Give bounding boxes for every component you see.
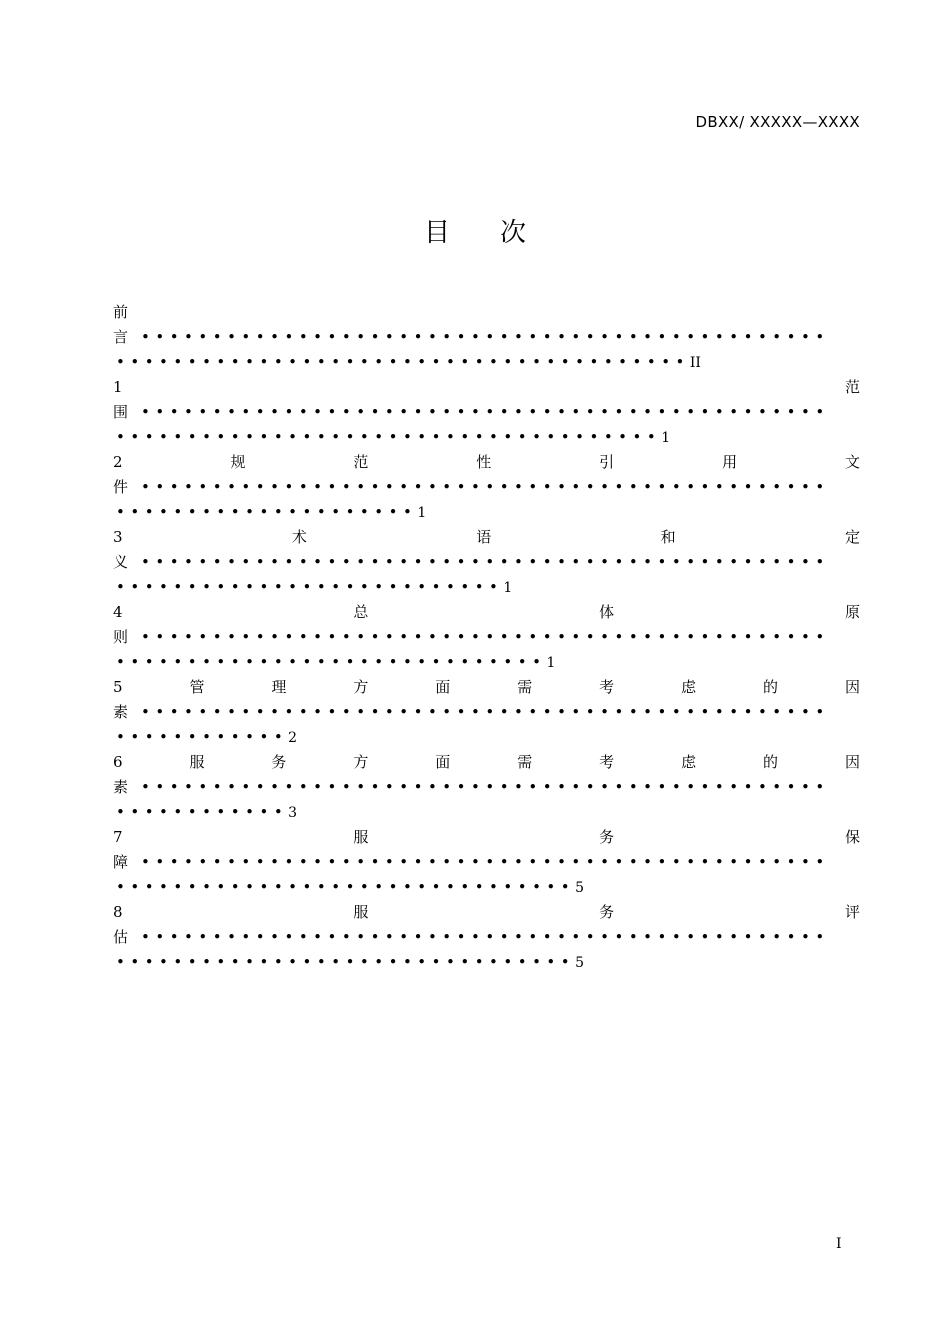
toc-entry-heading bbox=[113, 450, 860, 475]
document-code: DBXX/ XXXXX—XXXX bbox=[695, 113, 860, 131]
toc-entry-page-line bbox=[113, 800, 860, 825]
toc-page-number: 5 bbox=[575, 955, 585, 971]
toc-heading-last-char: 件 bbox=[113, 478, 129, 496]
toc-heading-char: 因 bbox=[844, 753, 860, 771]
toc-entry-page-line bbox=[113, 575, 860, 600]
toc-page-number: II bbox=[689, 355, 701, 371]
toc-page-number: 5 bbox=[575, 880, 585, 896]
toc-entry-heading bbox=[113, 750, 860, 775]
toc-heading-char: 服 bbox=[353, 903, 369, 921]
toc-heading-char: 和 bbox=[660, 528, 676, 546]
toc-entry-page-line bbox=[113, 500, 860, 525]
toc-heading-char: 方 bbox=[353, 753, 369, 771]
toc-entry-heading bbox=[113, 900, 860, 925]
toc-heading-char: 理 bbox=[271, 678, 287, 696]
toc-entry-heading bbox=[113, 375, 860, 400]
toc-entry-page-line bbox=[113, 875, 860, 900]
dot-leader: •••••••••••••••••••••••••••••••••••••••••••••••• bbox=[141, 703, 830, 721]
toc-entry-heading bbox=[113, 825, 860, 850]
toc-heading-char: 2 bbox=[113, 453, 123, 471]
dot-leader: •••••••••••••••••••••••••••••••••••••••••••••••• bbox=[141, 553, 830, 571]
toc-heading-char: 方 bbox=[353, 678, 369, 696]
toc-entry[interactable] bbox=[113, 825, 860, 900]
toc-page-number: 2 bbox=[288, 730, 298, 746]
toc-heading-char: 范 bbox=[353, 453, 369, 471]
toc-heading-last-char: 障 bbox=[113, 853, 129, 871]
toc-heading-char: 前 bbox=[113, 303, 129, 321]
toc-entry[interactable] bbox=[113, 450, 860, 525]
dot-leader: •••••••••••• bbox=[116, 728, 289, 746]
toc-page-number: 1 bbox=[417, 505, 427, 521]
dot-leader: •••••••••••••••••••••••••••••••••••••••••••••••• bbox=[141, 328, 830, 346]
toc-entry-page-line bbox=[113, 425, 860, 450]
toc-entry[interactable] bbox=[113, 600, 860, 675]
toc-heading-char: 管 bbox=[189, 678, 205, 696]
toc-heading-char: 评 bbox=[844, 903, 860, 921]
toc-heading-char: 术 bbox=[291, 528, 307, 546]
toc-heading-char: 的 bbox=[763, 753, 779, 771]
toc-heading-char: 5 bbox=[113, 678, 123, 696]
dot-leader: •••••••••••••••••••••••••••••••••••••••••••••••• bbox=[141, 403, 830, 421]
toc-heading-char: 面 bbox=[435, 753, 451, 771]
toc-heading-last-char: 义 bbox=[113, 553, 129, 571]
toc-entry-page-line bbox=[113, 350, 860, 375]
toc-heading-last-char: 素 bbox=[113, 778, 129, 796]
toc-entry-heading bbox=[113, 600, 860, 625]
toc-page-number: 1 bbox=[661, 430, 671, 446]
toc-page-number: 1 bbox=[546, 655, 556, 671]
toc-entry-leader-line bbox=[113, 700, 860, 725]
toc-heading-char: 服 bbox=[353, 828, 369, 846]
toc-entry[interactable] bbox=[113, 675, 860, 750]
toc-heading-last-char: 则 bbox=[113, 628, 129, 646]
page-number: I bbox=[836, 1236, 842, 1252]
toc-entry[interactable] bbox=[113, 375, 860, 450]
toc-entry[interactable] bbox=[113, 300, 860, 375]
toc-heading-char: 性 bbox=[476, 453, 492, 471]
toc-title: 目次 bbox=[423, 218, 576, 248]
toc-heading-char: 6 bbox=[113, 753, 123, 771]
toc-heading-char: 4 bbox=[113, 603, 123, 621]
toc-heading-char: 范 bbox=[844, 378, 860, 396]
toc-heading-char: 服 bbox=[189, 753, 205, 771]
toc-heading-char: 考 bbox=[599, 678, 615, 696]
toc-page-number: 1 bbox=[503, 580, 513, 596]
toc-entry-page-line bbox=[113, 950, 860, 975]
toc-heading-char: 语 bbox=[476, 528, 492, 546]
toc-heading-char: 保 bbox=[844, 828, 860, 846]
toc-heading-char: 需 bbox=[517, 678, 533, 696]
dot-leader: ••••••••••••••••••••• bbox=[116, 503, 418, 521]
toc-heading-last-char: 言 bbox=[113, 328, 129, 346]
toc-heading-char: 虑 bbox=[681, 678, 697, 696]
table-of-contents bbox=[113, 300, 860, 975]
dot-leader: •••••••••••••••••••••••••••••••••••••• bbox=[116, 428, 662, 446]
toc-entry-leader-line bbox=[113, 625, 860, 650]
toc-heading-char: 总 bbox=[353, 603, 369, 621]
toc-entry[interactable] bbox=[113, 900, 860, 975]
toc-heading-char: 面 bbox=[435, 678, 451, 696]
dot-leader: ••••••••••••••••••••••••••• bbox=[116, 578, 504, 596]
toc-entry-heading bbox=[113, 300, 860, 325]
toc-page-number: 3 bbox=[288, 805, 298, 821]
toc-heading-char: 原 bbox=[844, 603, 860, 621]
dot-leader: •••••••••••••••••••••••••••••• bbox=[116, 653, 547, 671]
toc-heading-last-char: 围 bbox=[113, 403, 129, 421]
dot-leader: •••••••••••••••••••••••••••••••••••••••••••••••• bbox=[141, 628, 830, 646]
toc-heading-char: 8 bbox=[113, 903, 123, 921]
toc-heading-last-char: 素 bbox=[113, 703, 129, 721]
dot-leader: •••••••••••••••••••••••••••••••••••••••••••••••• bbox=[141, 478, 830, 496]
dot-leader: •••••••••••••••••••••••••••••••••••••••• bbox=[116, 353, 690, 371]
toc-heading-char: 1 bbox=[113, 378, 123, 396]
dot-leader: •••••••••••••••••••••••••••••••• bbox=[116, 953, 576, 971]
toc-heading-last-char: 估 bbox=[113, 928, 129, 946]
toc-entry-leader-line bbox=[113, 325, 860, 350]
toc-heading-char: 的 bbox=[763, 678, 779, 696]
toc-entry-page-line bbox=[113, 650, 860, 675]
dot-leader: •••••••••••••••••••••••••••••••••••••••••••••••• bbox=[141, 928, 830, 946]
toc-heading-char: 虑 bbox=[681, 753, 697, 771]
toc-entry[interactable] bbox=[113, 525, 860, 600]
toc-heading-char: 考 bbox=[599, 753, 615, 771]
toc-heading-char: 7 bbox=[113, 828, 123, 846]
toc-entry[interactable] bbox=[113, 750, 860, 825]
toc-heading-char: 3 bbox=[113, 528, 123, 546]
toc-heading-char: 引 bbox=[599, 453, 615, 471]
toc-heading-char: 规 bbox=[230, 453, 246, 471]
toc-entry-leader-line bbox=[113, 775, 860, 800]
toc-heading-char: 务 bbox=[599, 828, 615, 846]
dot-leader: •••••••••••• bbox=[116, 803, 289, 821]
toc-heading-char: 体 bbox=[599, 603, 615, 621]
toc-entry-heading bbox=[113, 675, 860, 700]
toc-heading-char: 务 bbox=[599, 903, 615, 921]
toc-heading-char: 需 bbox=[517, 753, 533, 771]
dot-leader: •••••••••••••••••••••••••••••••••••••••••••••••• bbox=[141, 853, 830, 871]
toc-entry-leader-line bbox=[113, 400, 860, 425]
toc-heading-char: 务 bbox=[271, 753, 287, 771]
toc-entry-leader-line bbox=[113, 850, 860, 875]
toc-entry-leader-line bbox=[113, 475, 860, 500]
toc-heading-char: 定 bbox=[844, 528, 860, 546]
toc-heading-char: 用 bbox=[722, 453, 738, 471]
toc-heading-char: 因 bbox=[844, 678, 860, 696]
toc-entry-leader-line bbox=[113, 550, 860, 575]
dot-leader: •••••••••••••••••••••••••••••••••••••••••••••••• bbox=[141, 778, 830, 796]
toc-entry-page-line bbox=[113, 725, 860, 750]
toc-heading-char: 文 bbox=[844, 453, 860, 471]
toc-entry-leader-line bbox=[113, 925, 860, 950]
toc-entry-heading bbox=[113, 525, 860, 550]
dot-leader: •••••••••••••••••••••••••••••••• bbox=[116, 878, 576, 896]
